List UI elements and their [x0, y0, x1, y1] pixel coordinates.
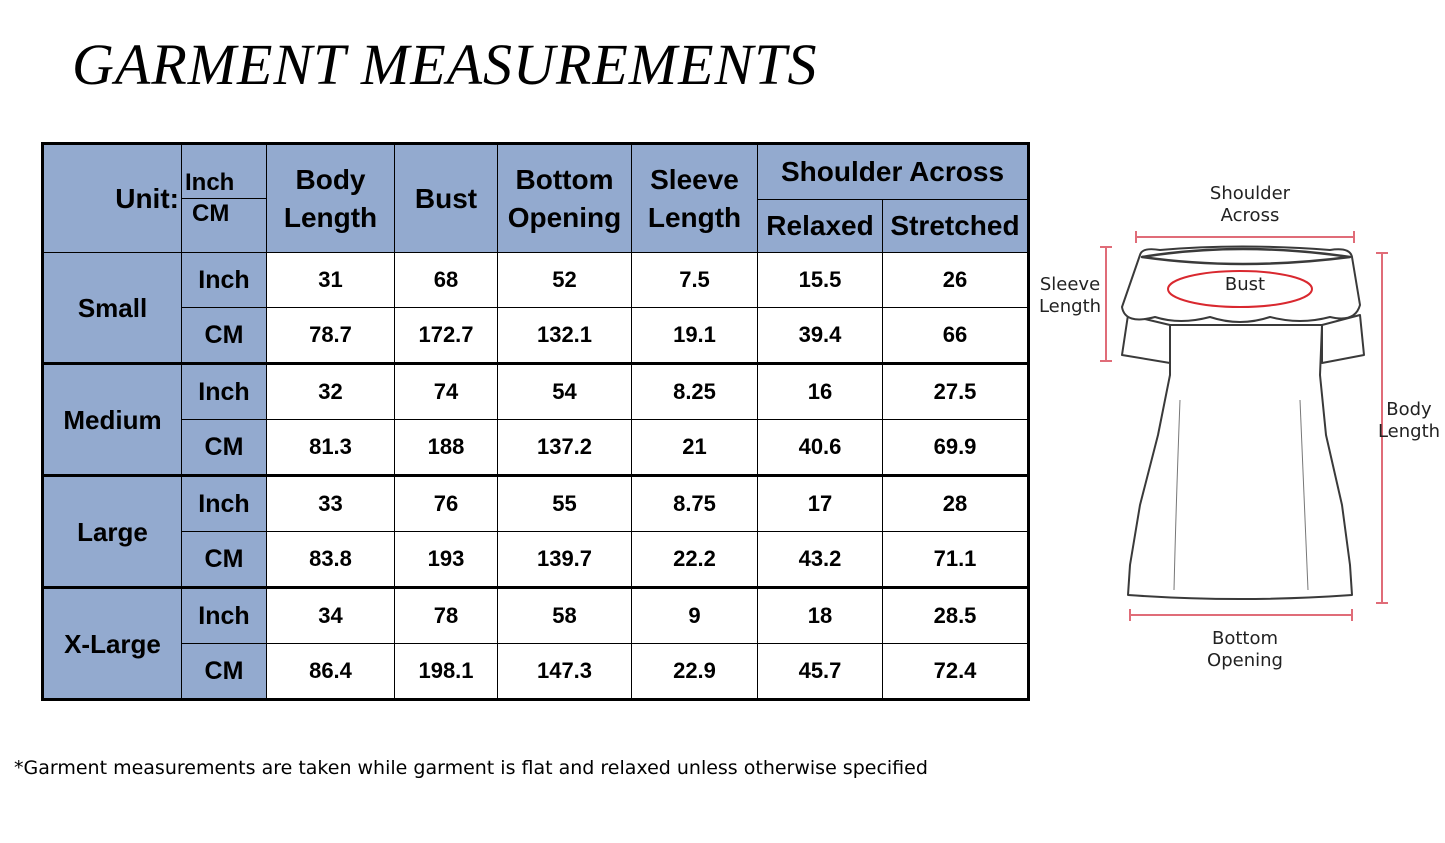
row-unit-label: CM: [182, 420, 267, 476]
row-unit-label: Inch: [182, 588, 267, 644]
header-shoulder-across: Shoulder Across: [758, 144, 1029, 200]
cell-bust: 74: [395, 364, 498, 420]
label-sleeve-length: Sleeve Length: [1038, 274, 1102, 317]
cell-sleeve-length: 9: [632, 588, 758, 644]
cell-body-length: 34: [267, 588, 395, 644]
cell-bottom-opening: 132.1: [498, 308, 632, 364]
size-name: X-Large: [43, 588, 182, 700]
cell-body-length: 83.8: [267, 532, 395, 588]
footnote: *Garment measurements are taken while garment is flat and relaxed unless otherwise specified: [14, 757, 928, 779]
header-stretched: Stretched: [883, 200, 1029, 253]
cell-shoulder-relaxed: 18: [758, 588, 883, 644]
cell-body-length: 78.7: [267, 308, 395, 364]
unit-label: Unit:: [43, 144, 182, 253]
header-relaxed: Relaxed: [758, 200, 883, 253]
cell-bust: 172.7: [395, 308, 498, 364]
row-unit-label: CM: [182, 532, 267, 588]
cell-bottom-opening: 147.3: [498, 644, 632, 700]
table-row: [43, 644, 1029, 700]
header-sleeve-length: Sleeve Length: [632, 144, 758, 253]
row-unit-label: Inch: [182, 364, 267, 420]
cell-bottom-opening: 137.2: [498, 420, 632, 476]
cell-sleeve-length: 22.2: [632, 532, 758, 588]
cell-body-length: 86.4: [267, 644, 395, 700]
page-title: GARMENT MEASUREMENTS: [72, 32, 818, 97]
cell-shoulder-stretched: 71.1: [883, 532, 1029, 588]
cell-shoulder-relaxed: 43.2: [758, 532, 883, 588]
size-name: Large: [43, 476, 182, 588]
cell-shoulder-relaxed: 15.5: [758, 253, 883, 308]
row-unit-label: Inch: [182, 253, 267, 308]
cell-body-length: 32: [267, 364, 395, 420]
cell-shoulder-stretched: 72.4: [883, 644, 1029, 700]
cell-bottom-opening: 54: [498, 364, 632, 420]
unit-option-inch: Inch: [185, 169, 235, 196]
table-row: [43, 364, 1029, 420]
cell-bottom-opening: 139.7: [498, 532, 632, 588]
cell-sleeve-length: 7.5: [632, 253, 758, 308]
cell-bust: 193: [395, 532, 498, 588]
row-unit-label: CM: [182, 644, 267, 700]
dress-sleeve-right: [1322, 315, 1364, 363]
cell-bust: 188: [395, 420, 498, 476]
cell-sleeve-length: 8.25: [632, 364, 758, 420]
cell-shoulder-relaxed: 39.4: [758, 308, 883, 364]
size-rows: [43, 253, 1029, 700]
cell-body-length: 31: [267, 253, 395, 308]
cell-bottom-opening: 52: [498, 253, 632, 308]
table-row: [43, 588, 1029, 644]
cell-body-length: 33: [267, 476, 395, 532]
header-bottom-opening: Bottom Opening: [498, 144, 632, 253]
label-shoulder-across: Shoulder Across: [1209, 183, 1291, 226]
row-unit-label: Inch: [182, 476, 267, 532]
cell-shoulder-stretched: 28.5: [883, 588, 1029, 644]
cell-sleeve-length: 19.1: [632, 308, 758, 364]
cell-shoulder-relaxed: 16: [758, 364, 883, 420]
cell-shoulder-stretched: 66: [883, 308, 1029, 364]
label-body-length: Body Length: [1377, 399, 1441, 442]
cell-bust: 78: [395, 588, 498, 644]
cell-shoulder-stretched: 27.5: [883, 364, 1029, 420]
cell-shoulder-relaxed: 45.7: [758, 644, 883, 700]
table-row: [43, 532, 1029, 588]
cell-sleeve-length: 22.9: [632, 644, 758, 700]
cell-bottom-opening: 55: [498, 476, 632, 532]
row-unit-label: CM: [182, 308, 267, 364]
cell-shoulder-stretched: 69.9: [883, 420, 1029, 476]
size-name: Small: [43, 253, 182, 364]
cell-shoulder-stretched: 26: [883, 253, 1029, 308]
dress-body-shape: [1128, 325, 1352, 599]
table-row: [43, 420, 1029, 476]
dress-sleeve-left: [1122, 315, 1170, 363]
size-chart-table: [41, 142, 1030, 701]
header-body-length: Body Length: [267, 144, 395, 253]
unit-options: [182, 144, 267, 253]
table-row: [43, 308, 1029, 364]
cell-bottom-opening: 58: [498, 588, 632, 644]
garment-diagram: [1030, 175, 1445, 685]
cell-bust: 68: [395, 253, 498, 308]
label-bottom-opening: Bottom Opening: [1207, 628, 1283, 671]
header-bust: Bust: [395, 144, 498, 253]
cell-sleeve-length: 21: [632, 420, 758, 476]
cell-shoulder-relaxed: 17: [758, 476, 883, 532]
cell-body-length: 81.3: [267, 420, 395, 476]
label-bust: Bust: [1224, 274, 1266, 295]
cell-bust: 198.1: [395, 644, 498, 700]
cell-shoulder-stretched: 28: [883, 476, 1029, 532]
cell-sleeve-length: 8.75: [632, 476, 758, 532]
table-row: [43, 476, 1029, 532]
cell-shoulder-relaxed: 40.6: [758, 420, 883, 476]
table-row: [43, 253, 1029, 308]
unit-option-cm: CM: [182, 198, 266, 229]
size-name: Medium: [43, 364, 182, 476]
cell-bust: 76: [395, 476, 498, 532]
